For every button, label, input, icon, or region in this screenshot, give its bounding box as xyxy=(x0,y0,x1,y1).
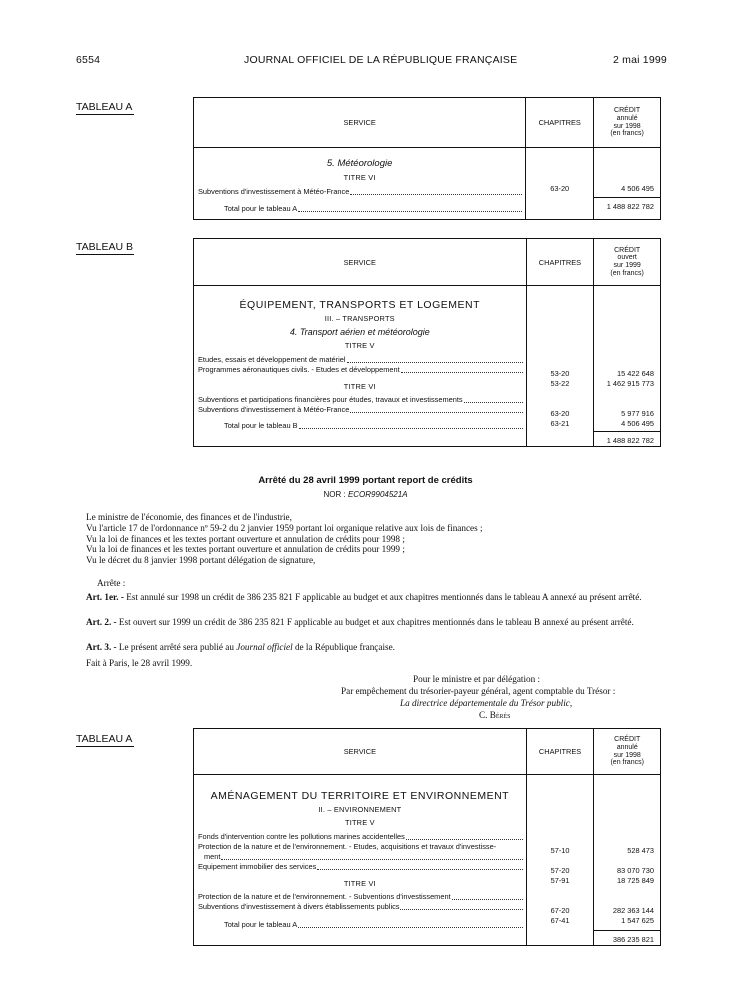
table-row: Protection de la nature et de l'environnement. - Subventions d'investissement xyxy=(194,892,526,902)
table-row: Protection de la nature et de l'environnement. - Etudes, acquisitions et travaux d'investisse- xyxy=(198,842,497,851)
amount: 282 363 144 xyxy=(612,906,654,915)
col-chapitres-header: CHAPITRES xyxy=(526,98,594,148)
table-b-label: TABLEAU B xyxy=(76,241,133,253)
table-a2 xyxy=(193,728,661,946)
table-row: Etudes, essais et développement de matériel xyxy=(194,355,526,365)
chapter-code: 63-20 xyxy=(550,409,570,418)
amount: 4 506 495 xyxy=(621,184,654,193)
col-credit-header: CRÉDIT annulé sur 1998 (en francs) xyxy=(594,729,661,775)
ministry-heading: AMÉNAGEMENT DU TERRITOIRE ET ENVIRONNEMENT xyxy=(210,790,510,802)
nor-reference: NOR : ECOR9904521A xyxy=(323,490,408,499)
chapter-code: 53-20 xyxy=(550,369,570,378)
signature-line-3: La directrice départementale du Trésor public, xyxy=(400,698,573,708)
col-chapitres-header: CHAPITRES xyxy=(526,239,594,286)
amount: 1 547 625 xyxy=(621,916,654,925)
total-row: Total pour le tableau A xyxy=(194,204,525,214)
col-credit-header: CRÉDIT ouvert sur 1999 (en francs) xyxy=(594,239,661,286)
titre-heading: TITRE VI xyxy=(343,173,376,182)
col-service-header: SERVICE xyxy=(194,729,527,775)
chapter-code: 67-41 xyxy=(550,916,570,925)
col-service-header: SERVICE xyxy=(194,239,527,286)
signature-line-1: Pour le ministre et par délégation : xyxy=(413,674,541,684)
table-row: Programmes aéronautiques civils. - Etudes et développement xyxy=(194,365,526,375)
arrete-word: Arrête : xyxy=(97,578,126,588)
journal-title: JOURNAL OFFICIEL DE LA RÉPUBLIQUE FRANÇAISE xyxy=(244,54,518,66)
amount: 5 977 916 xyxy=(621,409,654,418)
table-b xyxy=(193,238,661,447)
table-row: Subventions d'investissement à Météo-France xyxy=(194,187,525,197)
titre-heading: TITRE V xyxy=(344,341,375,350)
amount: 1 462 915 773 xyxy=(606,379,654,388)
fait-a: Fait à Paris, le 28 avril 1999. xyxy=(86,658,193,668)
section-title: 4. Transport aérien et météorologie xyxy=(289,327,430,337)
total-row: Total pour le tableau B xyxy=(194,421,526,431)
chapter-code: 67-20 xyxy=(550,906,570,915)
table-row: Subventions et participations financières pour études, travaux et investissements xyxy=(194,395,526,405)
part-heading: II. – ENVIRONNEMENT xyxy=(318,805,402,814)
amount: 15 422 648 xyxy=(617,369,654,378)
chapter-code: 57-91 xyxy=(550,876,570,885)
signature-line-2: Par empêchement du trésorier-payeur général, agent comptable du Trésor : xyxy=(341,686,616,696)
table-a1 xyxy=(193,97,661,220)
chapter-code: 63-21 xyxy=(550,419,570,428)
titre-heading: TITRE V xyxy=(344,818,375,827)
table-row: Subventions d'investissement à divers établissements publics xyxy=(194,902,526,912)
article-1: Art. 1er. - Est annulé sur 1998 un crédit de 386 235 821 F applicable au budget et aux chapitres mentionnés dans le tableau A annexé au présent arrêté. xyxy=(86,592,642,602)
titre-heading: TITRE VI xyxy=(343,879,376,888)
page-number: 6554 xyxy=(76,54,101,66)
chapter-code: 57-10 xyxy=(550,846,570,855)
total-amount: 1 488 822 782 xyxy=(594,197,660,212)
col-chapitres-header: CHAPITRES xyxy=(526,729,594,775)
signatory-name: C. Bérès xyxy=(479,710,511,720)
chapter-code: 57-20 xyxy=(550,866,570,875)
total-row: Total pour le tableau A xyxy=(194,920,526,930)
chapter-code: 53-22 xyxy=(550,379,570,388)
total-amount: 386 235 821 xyxy=(594,930,660,945)
article-2: Art. 2. - Est ouvert sur 1999 un crédit de 386 235 821 F applicable au budget et aux chapitres mentionnés dans le tableau B annexé au présent arrêté. xyxy=(86,617,634,627)
amount: 4 506 495 xyxy=(621,419,654,428)
article-3: Art. 3. - Le présent arrêté sera publié au Journal officiel de la République française. xyxy=(86,642,395,652)
table-row: Fonds d'intervention contre les pollutions marines accidentelles xyxy=(194,832,526,842)
table-a1-label: TABLEAU A xyxy=(76,101,133,113)
table-a2-label: TABLEAU A xyxy=(76,733,133,745)
total-amount: 1 488 822 782 xyxy=(594,431,660,446)
ministry-heading: ÉQUIPEMENT, TRANSPORTS ET LOGEMENT xyxy=(239,299,480,311)
col-service-header: SERVICE xyxy=(194,98,526,148)
table-row: Equipement immobilier des services xyxy=(194,862,526,872)
arrete-title: Arrêté du 28 avril 1999 portant report de crédits xyxy=(258,475,473,486)
amount: 18 725 849 xyxy=(617,876,654,885)
col-credit-header: CRÉDIT annulé sur 1998 (en francs) xyxy=(594,98,661,148)
table-row: Subventions d'investissement à Météo-France xyxy=(194,405,526,415)
section-title: 5. Météorologie xyxy=(326,158,393,169)
amount: 83 070 730 xyxy=(617,866,654,875)
titre-heading: TITRE VI xyxy=(343,382,376,391)
amount: 528 473 xyxy=(627,846,654,855)
part-heading: III. – TRANSPORTS xyxy=(324,314,395,323)
chapter-code: 63-20 xyxy=(550,184,570,193)
issue-date: 2 mai 1999 xyxy=(613,54,667,66)
table-row-continuation: ment xyxy=(194,852,526,862)
visas: Le ministre de l'économie, des finances et de l'industrie, Vu l'article 17 de l'ordonnance nº 59-2 du 2 janvier 1959 portant loi organique relative aux lois de finances ; Vu la loi de finances et les textes portant ouverture et annulation de crédits pour 1998 ; Vu la loi de finances et les textes portant ouverture et annulation de crédits pour 1999 ; Vu le décret du 8 janvier 1998 portant délégation de signature, xyxy=(86,512,483,566)
